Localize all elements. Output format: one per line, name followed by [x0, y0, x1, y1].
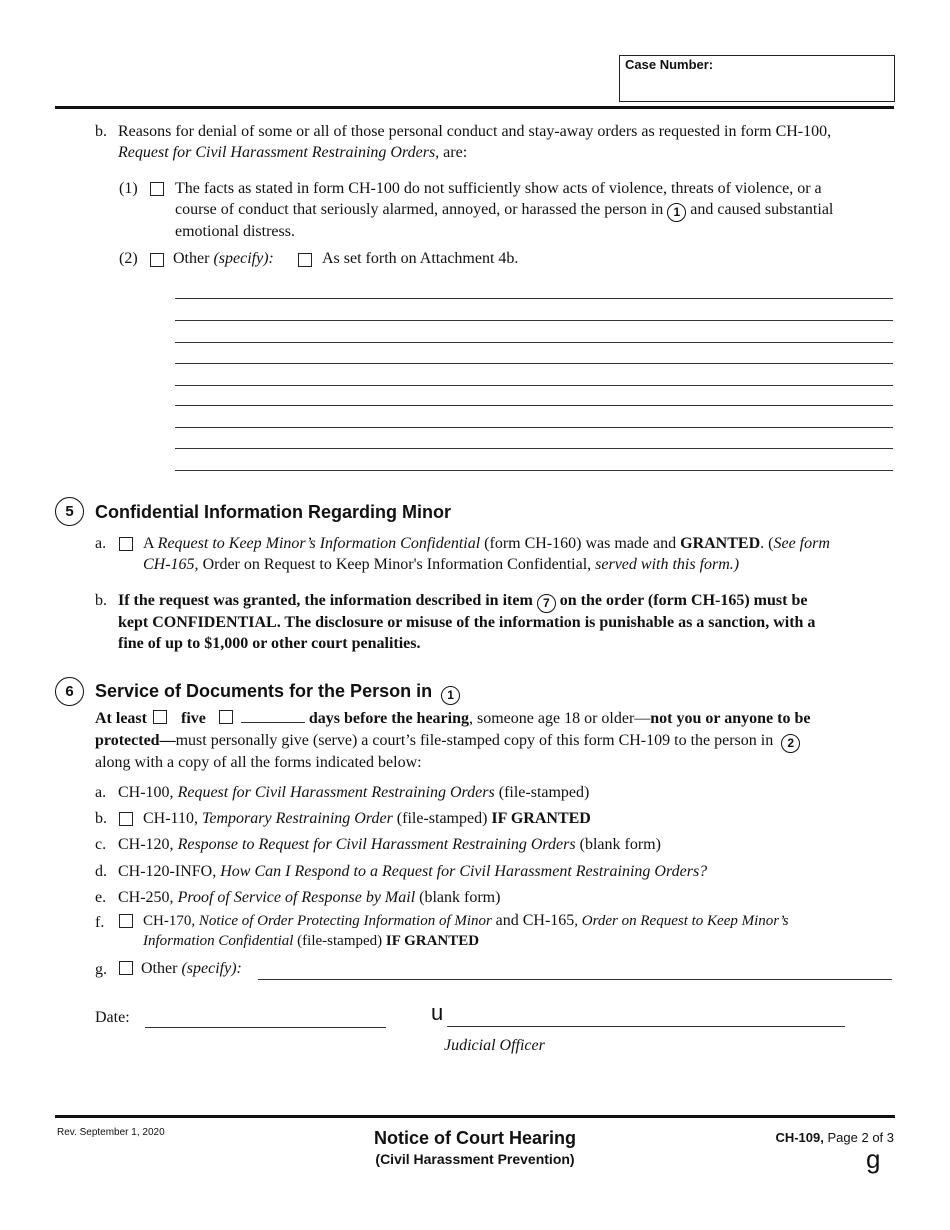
item-5b-line3: fine of up to $1,000 or other court penalities.	[118, 634, 421, 652]
item-6-title-text: Service of Documents for the Person in	[95, 681, 433, 701]
form-ch120-title: Response to Request for Civil Harassment Restraining Orders	[177, 836, 576, 853]
item-5a-served: served with this form.)	[595, 555, 740, 573]
option-2-other-checkbox[interactable]	[150, 253, 164, 267]
option-1-checkbox[interactable]	[150, 182, 164, 196]
list-letter-d: d.	[95, 863, 107, 880]
form-ch120-info-title: How Can I Respond to a Request for Civil Harassment Restraining Orders?	[220, 863, 708, 880]
judicial-officer-label: Judicial Officer	[444, 1037, 545, 1054]
revision-date: Rev. September 1, 2020	[57, 1127, 165, 1138]
case-number-box[interactable]	[619, 55, 895, 102]
not-you-text: not you or anyone to be	[650, 710, 811, 727]
list-letter-a: a.	[95, 784, 107, 801]
header-rule	[55, 106, 894, 109]
option-1-text-line2: course of conduct that seriously alarmed, annoyed, or harassed the person in	[175, 200, 664, 218]
option-2-specify: (specify):	[213, 250, 274, 267]
writing-line[interactable]	[175, 385, 893, 386]
form-ch110-title: Temporary Restraining Order	[201, 810, 393, 827]
item-5a-order-name: Order on Request to Keep Minor's Information Confidential,	[202, 555, 592, 573]
other-specify: (specify):	[181, 960, 242, 977]
signature-mark-icon: u	[431, 1000, 444, 1025]
item-5-title: Confidential Information Regarding Minor	[95, 502, 451, 522]
ref-circle-2: 2	[781, 734, 800, 753]
item-5a-checkbox[interactable]	[119, 537, 133, 551]
writing-line[interactable]	[175, 448, 893, 449]
protected-text: protected—	[95, 732, 176, 749]
item-b-checkbox[interactable]	[119, 812, 133, 826]
form-ch120-note: (blank form)	[579, 836, 661, 853]
option-2-number: (2)	[119, 250, 138, 267]
form-ch120: CH-120,	[118, 836, 174, 853]
list-letter-c: c.	[95, 836, 107, 853]
form-ch165-title: , Order on Request to Keep Minor’s	[574, 913, 789, 929]
option-1-text-line3: emotional distress.	[175, 222, 295, 240]
days-before-hearing: days before the hearing	[308, 710, 469, 727]
form-ch100: CH-100,	[118, 784, 174, 801]
item-4b-are: are:	[443, 143, 468, 161]
item-5a-granted: GRANTED	[680, 535, 761, 552]
form-ch165-granted: IF GRANTED	[385, 933, 480, 949]
form-ch110-note: (file-stamped)	[396, 810, 488, 827]
form-page-id	[700, 1130, 894, 1145]
item-5a-form-name: Request to Keep Minor’s Information Confidential	[157, 535, 481, 552]
five-checkbox[interactable]	[219, 710, 233, 724]
must-serve-text: must personally give (serve) a court’s file-stamped copy of this form CH-109 to the person in	[175, 732, 774, 749]
case-number-label: Case Number:	[625, 57, 714, 72]
footer-title: Notice of Court Hearing	[373, 1128, 576, 1148]
form-ch110-granted: IF GRANTED	[491, 810, 591, 827]
footer-subtitle: (Civil Harassment Prevention)	[375, 1151, 575, 1167]
item-5a-t5: . (	[760, 535, 774, 552]
at-least-label: At least	[95, 710, 147, 727]
other-specify-line[interactable]	[258, 979, 892, 980]
list-letter-e: e.	[95, 889, 107, 906]
form-and-ch165: and CH-165	[495, 912, 575, 929]
ref-circle-1: 1	[667, 203, 686, 222]
item-4b-letter: b.	[95, 123, 107, 140]
attachment-label: As set forth on Attachment 4b.	[322, 250, 519, 267]
item-5a-see-form: See form	[773, 535, 830, 552]
item-5-number-circle: 5	[55, 497, 84, 526]
form-ch110: CH-110,	[143, 810, 198, 827]
item-5a-letter: a.	[95, 535, 107, 552]
item-5b-line2: kept CONFIDENTIAL. The disclosure or misuse of the information is punishable as a sanction, with a	[118, 614, 816, 631]
item-4b-form-title: Request for Civil Harassment Restraining Orders,	[118, 143, 440, 161]
footer-rule	[55, 1115, 895, 1118]
item-4b-intro: Reasons for denial of some or all of those personal conduct and stay-away orders as requested in form CH-100,	[118, 123, 832, 140]
item-6-number-circle: 6	[55, 677, 84, 706]
days-blank[interactable]	[241, 722, 305, 723]
page-number: Page 2 of 3	[827, 1130, 894, 1145]
form-ch250-note: (blank form)	[419, 889, 501, 906]
item-f-checkbox[interactable]	[119, 914, 133, 928]
form-ch170-title: Notice of Order Protecting Information of Minor	[198, 913, 492, 929]
option-1-text-line1: The facts as stated in form CH-100 do not sufficiently show acts of violence, threats of violence, or a	[175, 180, 822, 197]
form-ch165-title-2: Information Confidential	[143, 933, 294, 949]
form-ch165-note: (file-stamped)	[297, 933, 383, 949]
list-letter-f: f.	[95, 914, 105, 931]
writing-line[interactable]	[175, 320, 893, 321]
item-5a-ch165: CH-165,	[143, 555, 199, 573]
option-1-number: (1)	[119, 180, 138, 197]
form-ch100-title: Request for Civil Harassment Restraining Orders	[177, 784, 495, 801]
writing-line[interactable]	[175, 342, 893, 343]
option-1-text-line2b: and caused substantial	[690, 200, 834, 218]
list-letter-g: g.	[95, 961, 107, 978]
form-number: CH-109,	[775, 1130, 824, 1145]
five-label: five	[180, 710, 206, 727]
item-g-checkbox[interactable]	[119, 961, 133, 975]
attachment-checkbox[interactable]	[298, 253, 312, 267]
date-label: Date:	[95, 1009, 130, 1026]
item-5a-t1: A	[143, 535, 154, 552]
along-with-text: along with a copy of all the forms indicated below:	[95, 754, 422, 771]
form-ch100-note: (file-stamped)	[498, 784, 590, 801]
form-ch170: CH-170,	[143, 913, 196, 929]
form-ch250-title: Proof of Service of Response by Mail	[177, 889, 416, 906]
writing-line[interactable]	[175, 363, 893, 364]
footer-letter: g	[866, 1144, 881, 1174]
writing-line[interactable]	[175, 427, 893, 428]
form-ch250: CH-250,	[118, 889, 174, 906]
someone-age-text: , someone age 18 or older—	[469, 710, 651, 727]
ref-circle-7: 7	[537, 594, 556, 613]
writing-line[interactable]	[175, 470, 893, 471]
date-line[interactable]	[145, 1027, 386, 1028]
other-label: Other	[141, 960, 178, 977]
writing-line[interactable]	[175, 298, 893, 299]
form-ch120-info: CH-120-INFO,	[118, 863, 217, 880]
item-6-title	[95, 681, 460, 705]
item-5b-line1: If the request was granted, the information described in item	[118, 592, 533, 609]
ref-circle-1: 1	[441, 686, 460, 705]
item-5a-t3: (form CH-160) was made and	[484, 535, 677, 552]
item-5b-line1b: on the order (form CH-165) must be	[559, 592, 808, 609]
item-6-paragraph	[95, 709, 810, 774]
writing-line[interactable]	[175, 405, 893, 406]
item-5b-letter: b.	[95, 592, 107, 609]
at-least-checkbox[interactable]	[153, 710, 167, 724]
list-letter-b: b.	[95, 810, 107, 827]
option-2-other-label: Other	[173, 250, 210, 267]
signature-line[interactable]	[447, 1026, 845, 1027]
